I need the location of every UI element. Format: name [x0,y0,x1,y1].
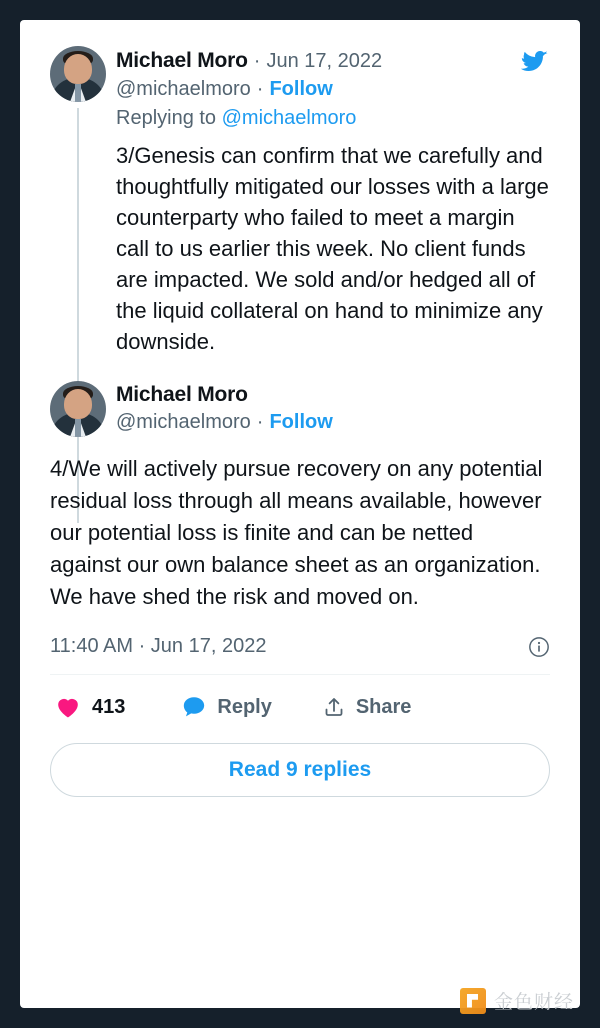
avatar[interactable] [50,46,106,102]
tweet-2-identity [116,381,550,434]
share-button[interactable] [322,694,412,720]
tweet-2-display-name[interactable]: Michael Moro [116,383,248,406]
tweet-2 [50,381,550,797]
avatar-face [64,389,92,419]
tweet-1-separator: · [253,49,261,72]
like-button[interactable] [54,693,125,721]
jinse-logo-icon [460,988,486,1014]
share-arrow-icon[interactable] [322,694,346,720]
tweet-1 [50,46,550,357]
reply-bubble-icon[interactable] [181,694,207,720]
tweet-1-body: 3/Genesis can confirm that we carefully and thoughtfully mitigated our losses with a large counterparty who failed to meet a margin call to us earlier this week. No client funds are impacted. We sold and/or hedged all of the liquid collateral on hand to minimize any downside. [116,143,549,354]
tweet-1-display-name[interactable]: Michael Moro [116,49,248,72]
tweet-1-handle[interactable]: @michaelmoro [116,78,251,100]
tweet-1-name-row [116,48,550,74]
twitter-bird-icon [520,48,550,74]
tweet-1-avatar-column [50,46,116,102]
tweet-card [20,20,580,1008]
tweet-2-handle-separator: · [256,411,264,433]
tweet-1-replying-to [116,107,550,130]
tweet-1-handle-separator: · [256,78,264,100]
tweet-2-avatar-column [50,381,116,437]
tweet-1-identity [116,46,550,130]
watermark [460,987,574,1014]
avatar-tie [75,84,81,102]
watermark-text: 金色财经 [493,992,574,1013]
reply-label: Reply [217,695,272,718]
avatar[interactable] [50,381,106,437]
avatar-face [64,54,92,84]
tweet-2-body: 4/We will actively pursue recovery on any potential residual loss through all means available, however our potential loss is finite and can be netted against our own balance sheet as an organization. We have shed the risk and moved on. [50,456,543,609]
replying-prefix: Replying to [116,107,222,129]
tweet-1-handle-row [116,78,550,101]
tweet-2-handle[interactable]: @michaelmoro [116,411,251,433]
reply-button[interactable] [181,694,271,720]
tweet-actions [50,675,550,721]
like-count: 413 [92,695,126,718]
tweet-2-name-row [116,383,550,407]
replying-mention[interactable]: @michaelmoro [221,107,357,129]
share-label: Share [355,695,412,718]
follow-link[interactable]: Follow [269,78,333,100]
tweet-1-header [50,46,550,130]
tweet-2-timestamp: 11:40 AM · Jun 17, 2022 [50,635,267,657]
tweet-2-timestamp-row [50,635,550,658]
tweet-1-date[interactable]: Jun 17, 2022 [266,49,383,72]
tweet-2-header [50,381,550,437]
tweet-2-handle-row [116,411,550,434]
avatar-tie [75,419,81,437]
heart-icon[interactable] [54,693,82,721]
info-circle-icon[interactable] [528,636,550,658]
follow-link[interactable]: Follow [269,411,333,433]
read-replies-button[interactable]: Read 9 replies [50,743,550,797]
